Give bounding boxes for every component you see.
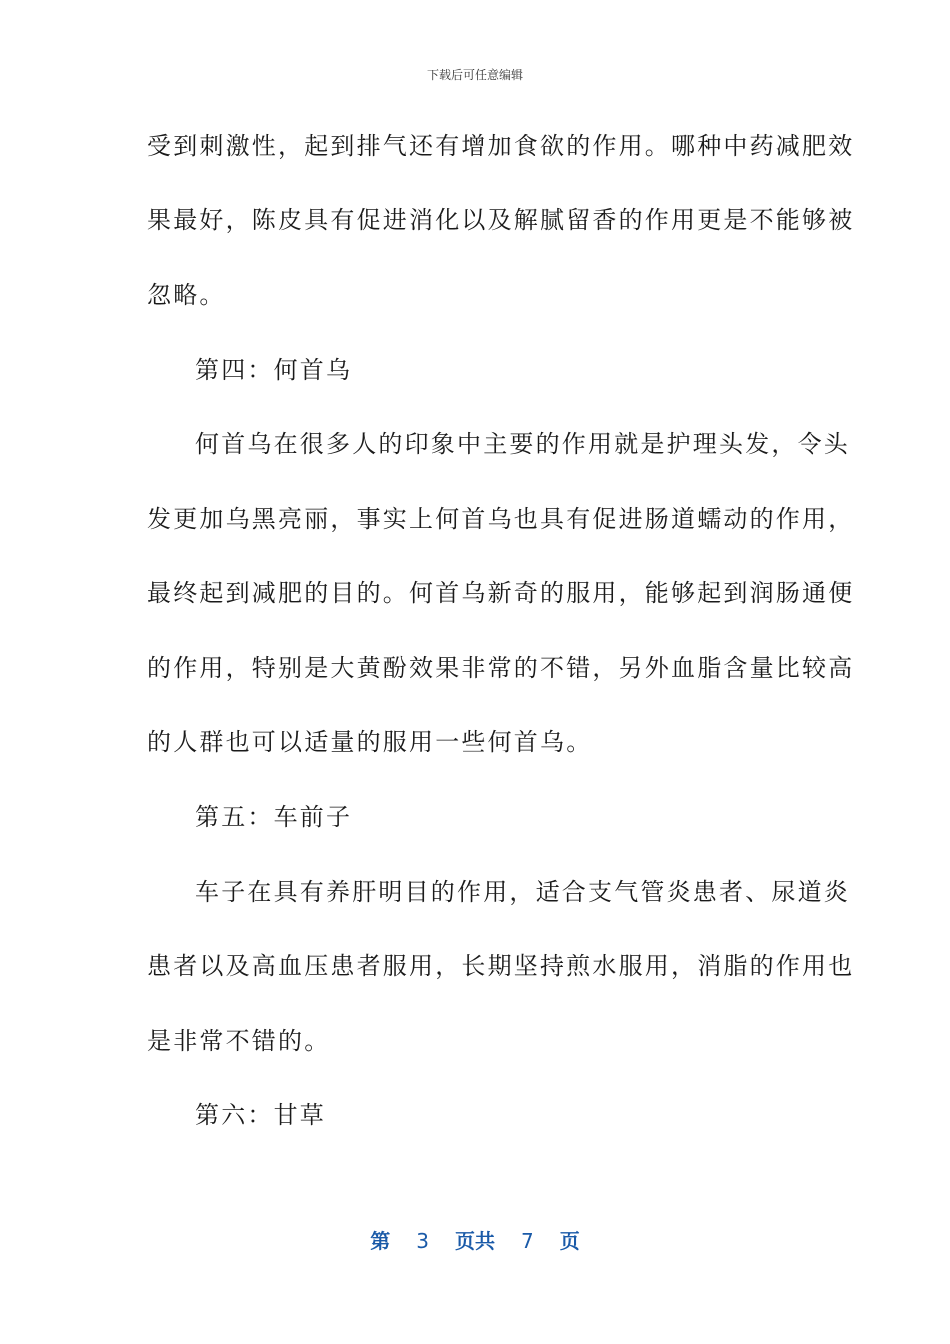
paragraph-line: 最终起到减肥的目的。何首乌新奇的服用，能够起到润肠通便 [147,579,855,607]
paragraph-line: 的作用，特别是大黄酚效果非常的不错，另外血脂含量比较高 [147,654,855,682]
header-note: 下载后可任意编辑 [426,68,523,82]
paragraph-line: 受到刺激性，起到排气还有增加食欲的作用。哪种中药减肥效 [147,132,855,160]
paragraph-line: 果最好，陈皮具有促进消化以及解腻留香的作用更是不能够被 [147,206,855,234]
section-heading: 第四：何首乌 [195,356,353,384]
section-heading: 第六：甘草 [195,1101,326,1129]
paragraph-line: 是非常不错的。 [147,1027,331,1055]
paragraph-line: 发更加乌黑亮丽，事实上何首乌也具有促进肠道蠕动的作用， [147,505,855,533]
paragraph-line: 忽略。 [147,281,226,309]
footer-suffix: 页 [559,1229,580,1253]
footer-prefix: 第 [370,1229,391,1253]
section-heading: 第五：车前子 [195,803,353,831]
paragraph-line: 患者以及高血压患者服用，长期坚持煎水服用，消脂的作用也 [147,952,855,980]
paragraph-line: 的人群也可以适量的服用一些何首乌。 [147,728,593,756]
current-page-number: 3 [416,1229,429,1253]
footer-middle: 页共 [455,1229,495,1253]
paragraph-line: 车子在具有养肝明目的作用，适合支气管炎患者、尿道炎 [195,878,850,906]
paragraph-line: 何首乌在很多人的印象中主要的作用就是护理头发，令头 [195,430,850,458]
total-pages-number: 7 [521,1229,534,1253]
page-footer [0,1225,950,1254]
